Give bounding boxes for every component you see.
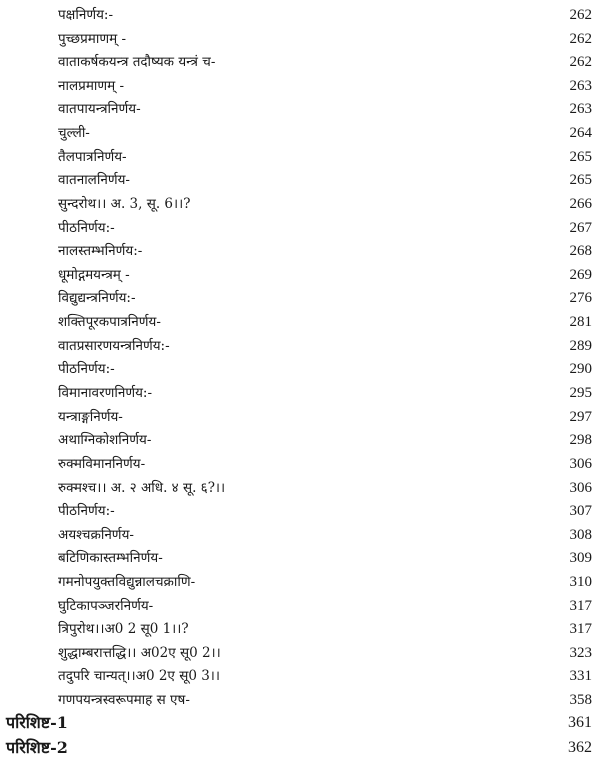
toc-entry-page: 297 — [569, 409, 592, 425]
toc-entry-title: चुल्ली- — [58, 125, 90, 141]
toc-entry-title: यन्त्राङ्गनिर्णय- — [58, 409, 123, 425]
toc-entry-title: गमनोपयुक्तविद्युन्नालचक्राणि- — [58, 574, 196, 590]
toc-entry-title: शुद्धाम्बरात्तद्धि।। अ02ए सू0 2।। — [58, 645, 221, 661]
appendix-entry — [0, 711, 600, 734]
toc-entry-title: तैलपात्रनिर्णय- — [58, 149, 127, 165]
toc-entry-title: बटिणिकास्तम्भनिर्णय- — [58, 550, 163, 566]
toc-entry — [0, 453, 600, 476]
toc-entry — [0, 358, 600, 381]
toc-entry-page: 331 — [569, 668, 592, 684]
toc-entry — [0, 689, 600, 712]
toc-entry-page: 276 — [569, 290, 592, 306]
toc-entry-title: वातपायन्त्रनिर्णय- — [58, 101, 141, 117]
toc-entry — [0, 193, 600, 216]
toc-entry-title: विद्युद्यन्त्रनिर्णय:- — [58, 290, 136, 306]
toc-entry — [0, 264, 600, 287]
toc-entry-page: 262 — [569, 7, 592, 23]
appendix-page: 362 — [568, 739, 592, 756]
toc-entry — [0, 477, 600, 500]
toc-entry-page: 317 — [569, 598, 592, 614]
appendix-title: परिशिष्ट-1 — [6, 713, 68, 732]
toc-entry-page: 306 — [569, 456, 592, 472]
toc-entry-title: अथाग्निकोशनिर्णय- — [58, 432, 152, 448]
toc-entry — [0, 618, 600, 641]
toc-entry — [0, 146, 600, 169]
toc-entry — [0, 595, 600, 618]
toc-entry-title: वाताकर्षकयन्त्र तदौष्यक यन्त्रं च- — [58, 54, 216, 70]
toc-entry — [0, 98, 600, 121]
toc-entry-page: 265 — [569, 172, 592, 188]
toc-entry — [0, 524, 600, 547]
toc-entry-page: 263 — [569, 101, 592, 117]
toc-entry-page: 358 — [569, 692, 592, 708]
toc-entry — [0, 28, 600, 51]
toc-entry-page: 281 — [569, 314, 592, 330]
toc-entry — [0, 382, 600, 405]
toc-entry-title: पक्षनिर्णय:- — [58, 7, 114, 23]
toc-entry-page: 289 — [569, 338, 592, 354]
toc-entry — [0, 51, 600, 74]
toc-entry — [0, 547, 600, 570]
toc-entry — [0, 500, 600, 523]
toc-entry — [0, 217, 600, 240]
toc-entry — [0, 642, 600, 665]
toc-entry-page: 323 — [569, 645, 592, 661]
toc-entry-page: 262 — [569, 31, 592, 47]
appendix-title: परिशिष्ट-2 — [6, 738, 68, 757]
toc-entry-title: धूमोद्गमयन्त्रम् - — [58, 267, 130, 283]
toc-entry — [0, 571, 600, 594]
toc-entry — [0, 240, 600, 263]
toc-entry — [0, 75, 600, 98]
toc-entry — [0, 4, 600, 27]
toc-entry-page: 269 — [569, 267, 592, 283]
toc-entry-page: 265 — [569, 149, 592, 165]
toc-entry-title: पीठनिर्णय:- — [58, 361, 115, 377]
toc-entry — [0, 122, 600, 145]
toc-entry-page: 309 — [569, 550, 592, 566]
toc-entry-page: 264 — [569, 125, 592, 141]
toc-entry-title: शक्तिपूरकपात्रनिर्णय- — [58, 314, 161, 330]
appendix-entry — [0, 736, 600, 759]
toc-entry-page: 295 — [569, 385, 592, 401]
toc-entry — [0, 335, 600, 358]
toc-entry-title: पुच्छप्रमाणम् - — [58, 31, 127, 47]
toc-entry-page: 310 — [569, 574, 592, 590]
toc-entry-title: विमानावरणनिर्णय:- — [58, 385, 153, 401]
toc-entry-title: पीठनिर्णय:- — [58, 220, 115, 236]
toc-entry-page: 290 — [569, 361, 592, 377]
appendix-page: 361 — [568, 714, 592, 731]
toc-entry — [0, 665, 600, 688]
toc-entry-title: अयश्चक्रनिर्णय- — [58, 527, 134, 543]
toc-entry — [0, 429, 600, 452]
toc-entry-title: गणपयन्त्रस्वरूपमाह स एष- — [58, 692, 190, 708]
toc-entry-title: तदुपरि चान्यत्।।अ0 2ए सू0 3।। — [58, 668, 221, 684]
toc-entry-page: 298 — [569, 432, 592, 448]
toc-entry-page: 308 — [569, 527, 592, 543]
toc-entry-title: नालस्तम्भनिर्णय:- — [58, 243, 143, 259]
toc-entry — [0, 406, 600, 429]
toc-entry-title: त्रिपुरोथ।।अ0 2 सू0 1।।? — [58, 621, 189, 637]
toc-entry-page: 267 — [569, 220, 592, 236]
toc-entry-title: वातप्रसारणयन्त्रनिर्णय:- — [58, 338, 170, 354]
toc-entry-title: घुटिकापञ्जरनिर्णय- — [58, 598, 154, 614]
toc-entry-page: 268 — [569, 243, 592, 259]
toc-entry — [0, 311, 600, 334]
toc-entry-page: 306 — [569, 480, 592, 496]
toc-entry-page: 262 — [569, 54, 592, 70]
toc-entry-title: पीठनिर्णय:- — [58, 503, 115, 519]
toc-entry-page: 317 — [569, 621, 592, 637]
toc-entry-page: 263 — [569, 78, 592, 94]
toc-entry-title: रुक्मश्च।। अ. २ अधि. ४ सू. ६?।। — [58, 480, 226, 496]
toc-entry-title: सुन्दरोथ।। अ. 3, सू. 6।।? — [58, 196, 191, 212]
toc-entry — [0, 287, 600, 310]
toc-entry — [0, 169, 600, 192]
toc-entry-page: 307 — [569, 503, 592, 519]
toc-entry-title: नालप्रमाणम् - — [58, 78, 125, 94]
toc-entry-title: वातनालनिर्णय- — [58, 172, 130, 188]
toc-entry-title: रुक्मविमाननिर्णय- — [58, 456, 146, 472]
toc-entry-page: 266 — [569, 196, 592, 212]
